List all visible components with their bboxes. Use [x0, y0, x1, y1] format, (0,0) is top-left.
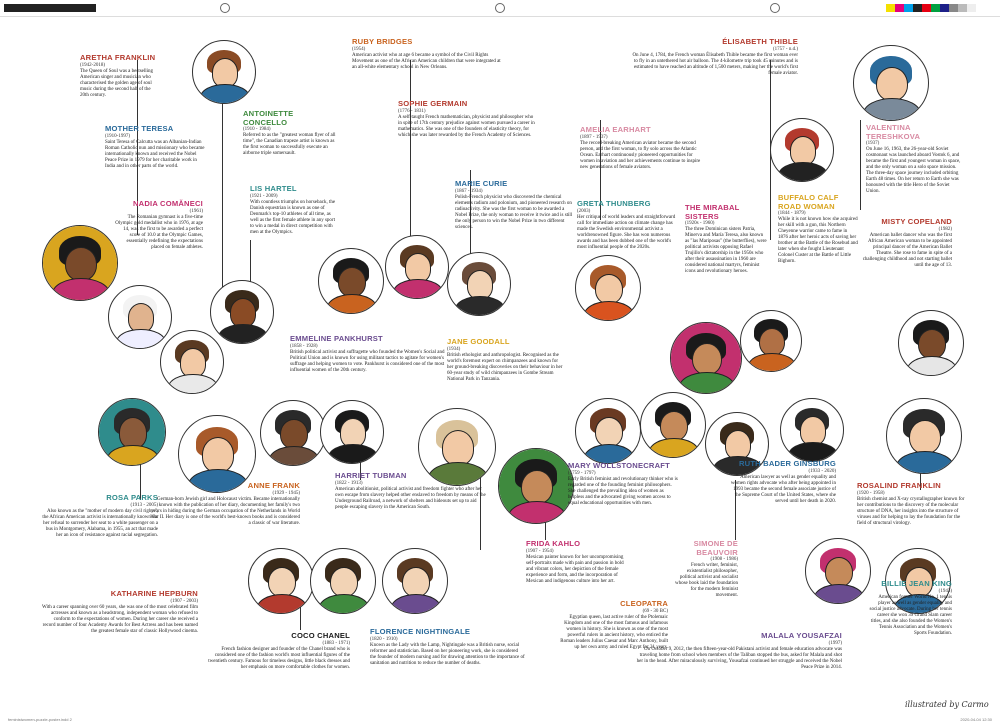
entry-greta-thunberg [577, 200, 682, 251]
name-label: HARRIET TUBMAN [335, 471, 407, 480]
bio-text: On June 16, 1963, the 26-year-old Soviet cosmonaut was launched aboard Vostok 6, and became the first and youngest woman in space, and the only woman on a solo space mission. The three-day space journey included orbiting Earth 48 times. On her return to Earth she was honoured with the title Hero of the Soviet Union. [866, 147, 961, 194]
dates-label: (1937) [866, 141, 880, 146]
dates-label: (1921 - 2009) [250, 193, 278, 199]
entry-buffalo-calf-road-woman [778, 194, 858, 265]
entry-malala-yousafzai [632, 632, 842, 671]
entry-rosa-parks [40, 494, 158, 539]
bio-text: The Queen of Soul was a bestselling American singer and musician who characterised the golden age of soul music during the second half of the 20th century. [80, 68, 154, 98]
timeline-line [860, 120, 861, 210]
name-label: COCO CHANEL [291, 631, 350, 640]
dates-label: (1920s - 1960) [685, 221, 715, 226]
bio-text: British ethologist and anthropologist. Recognised as the world's foremost expert on chimpanzees and known for her ground-breaking discoveries on their behaviour in her 60-year study of wild chimpanzees in Gombe Stream National Park in Tanzania. [447, 352, 563, 382]
name-label: FLORENCE NIGHTINGALE [370, 627, 471, 636]
entry-mother-teresa [105, 125, 205, 170]
name-label: MALALA YOUSAFZAI [761, 631, 842, 640]
name-label: VALENTINA TERESHKOVA [866, 123, 921, 141]
bio-text: With countless triumphs on horseback, the Danish equestrian is known as one of Denmark's top-10 athletes of all time, as well as the first female athlete in any sport to win a medal in direct competition with men at the Olympics. [250, 199, 336, 235]
entry-billie-jean-king [868, 580, 952, 637]
bio-text: American former World No. 1 tennis player as well as gender equality and social justice advocate. During her tennis career she won 39 Grand Slam career titles, and she also founded the Women's Tennis Association and the Women's Sports Foundation. [869, 594, 952, 636]
bio-text: On October 9, 2012, the then fifteen-year-old Pakistani activist and female education advocate was traveling home from school when members of the Taliban stopped the bus, asked for Malala and shot her in the head. After miraculously surviving, Yousafzai continued her struggle and received the Nobel Peace Prize in 2014. [636, 646, 842, 670]
dates-label: (1929 - 1945) [272, 490, 300, 496]
dates-label: (1910 - 1984) [243, 127, 271, 132]
registration-mark-icon [770, 3, 780, 13]
portrait-lis-hartel [210, 280, 274, 344]
bio-text: Polish-French physicist who discovered the chemical elements radium and polonium, and pioneered research on radioactivity. She was the first woman to be awarded a Nobel Prize, the only woman to receive it twice and is still the only person to win the Nobel Prize in two different sciences. [455, 194, 573, 230]
dates-label: (1897 - 1937) [580, 134, 608, 140]
name-label: SIMONE DE BEAUVOIR [693, 539, 738, 557]
portrait-anne-frank [248, 548, 314, 614]
dates-label: (1907 - 1954) [526, 548, 554, 554]
portrait-florence-nightingale [310, 548, 376, 614]
portrait-marie-curie [447, 252, 511, 316]
portrait-antoinette-concello [192, 40, 256, 104]
dates-label: (1883 - 1971) [322, 640, 350, 646]
entry-frida-kahlo [526, 540, 626, 585]
name-label: LIS HARTEL [250, 184, 297, 193]
name-label: MARIE CURIE [455, 179, 508, 188]
name-label: RUBY BRIDGES [352, 37, 413, 46]
dates-label: (1858 - 1928) [290, 343, 318, 349]
dates-label: (1776 - 1831) [398, 108, 426, 114]
name-label: CLEOPATRA [620, 599, 668, 608]
dates-label: (1908 - 1986) [710, 557, 738, 562]
portrait-harriet-tubman [260, 400, 326, 466]
dates-label: (1759 - 1797) [568, 470, 596, 476]
portrait-aretha-franklin [42, 225, 118, 301]
name-label: ROSALIND FRANKLIN [857, 481, 941, 490]
dates-label: (1820 - 1910) [370, 636, 398, 642]
portrait-mary-wollstonecraft [575, 398, 641, 464]
bio-text: Known as the Lady with the Lamp, Nightingale was a British nurse, social reformer and statistician. Based on her pioneering work, she is considered the founder of modern nursing and for drawing attention to the importance of sanitation and nutrition to reduce the number of deaths. [370, 642, 525, 666]
name-label: ROSA PARKS [106, 493, 158, 502]
name-label: RUTH BADER GINSBURG [738, 459, 836, 468]
portrait-ruth-bader-ginsburg [780, 398, 844, 462]
dates-label: (1867 - 1934) [455, 188, 483, 194]
name-label: NADIA COMĂNECI [132, 199, 203, 208]
entry-harriet-tubman [335, 472, 490, 511]
name-label: JANE GOODALL [447, 337, 510, 346]
name-label: BILLIE JEAN KING [881, 579, 952, 588]
portrait-mirabal-sisters [670, 322, 742, 394]
dates-label: (1913 - 2005) [130, 502, 158, 508]
portrait-sophie-germain [385, 235, 449, 299]
bio-text: Also known as the "mother of modern day civil rights", the African American activist is internationally known for her refusal to surrender her seat to a white passenger on a bus in Montgomery, Alabama, in 1955, an act that made her an icon of resistance against racial segregation. [42, 508, 158, 538]
entry-katharine-hepburn [40, 590, 198, 635]
entry-emmeline-pankhurst [290, 335, 445, 374]
dates-label: (1934) [447, 346, 461, 352]
registration-mark-icon [220, 3, 230, 13]
name-label: THE MIRABAL SISTERS [685, 203, 740, 221]
bio-text: American abolitionist, political activist and freedom fighter who after her own escape from slavery helped other enslaved to freedom by means of the Underground Railroad, a network of shelters and hideouts set up to aid people escaping slavery in the American South. [335, 486, 486, 510]
dates-label: (1844 - 1879) [778, 211, 806, 216]
name-label: FRIDA KAHLO [526, 539, 581, 548]
bio-text: British chemist and X-ray crystallographer known for her contributions to the discovery of the molecular structure of DNA, her insights into the structure of viruses and for helping to lay the foundation for the field of structural virology. [857, 496, 965, 526]
color-swatches [886, 4, 976, 12]
bio-text: Her critique of world leaders and straightforward call for immediate action on climate change has made the Swedish environmental activist a worldrenowned figure. She has won numerous awards and has been dubbed one of the world's most influential people of the 2020s. [577, 214, 676, 250]
dates-label: (1920 - 1958) [857, 490, 885, 496]
dates-label: (1943) [938, 588, 952, 594]
bio-text: Mexican painter known for her uncompromising self-portraits made with pain and passion in bold and vibrant colors, her depiction of the female experience and form, and the incorporation of Mexican and indigenous culture into her art. [526, 554, 624, 584]
name-label: ARETHA FRANKLIN [80, 53, 156, 62]
illustrator-signature: illustrated by Carmo [905, 700, 989, 709]
dates-label: (1757 - n.d.) [773, 46, 798, 52]
bio-text: The Romanian gymnast is a five-time Olympic gold medallist who in 1976, at age 14, was the first to be awarded a perfect score of 10.0 at the Olympic Games, essentially redefining the expectations placed on female athletes. [115, 214, 203, 250]
footer-file-label: feministwomen-puzzle-poster.indd 2 [8, 717, 72, 722]
portrait-coco-chanel [320, 400, 384, 464]
bio-text: Saint Teresa of Calcutta was an Albanian-Indian Roman Catholic nun and missionary who became internationally known and received the Nobel Peace Prize in 1979 for her charitable work in India and in other parts of the world. [105, 139, 205, 169]
entry-nadia-comaneci [115, 200, 203, 251]
entry-misty-copeland [862, 218, 952, 269]
entry-jane-goodall [447, 338, 565, 383]
entry-antoinette-concello [243, 110, 339, 157]
entry-marie-curie [455, 180, 575, 231]
dates-label: (69 - 30 BC) [642, 608, 668, 614]
bio-text: British political activist and suffragette who founded the Women's Social and Political Union and is known for using militant tactics to agitate for women's suffrage and helping women to vote. Pankhurst is considered one of the most influential women of the 20th century. [290, 349, 445, 373]
dates-label: (1907 - 2003) [170, 598, 198, 604]
portrait-misty-copeland [898, 310, 964, 376]
bio-text: French fashion designer and founder of the Chanel brand who is considered one of the fashion world's most influential figures of the twentieth century. Famous for timeless designs, little black dresses and her emphasis on more comfortable clothes for women. [208, 646, 350, 670]
bio-text: French writer, feminist, existentialist philosopher, political activist and socialist whose book laid the foundation for the modern feminist movement. [674, 563, 738, 598]
bio-text: The record-breaking American aviator became the second person, and the first woman, to fly solo across the Atlantic Ocean. Earhart continuously pioneered opportunities for women in aviation and her achievements continue to inspire new generations of female aviators. [580, 140, 701, 170]
portrait-nadia-comaneci [160, 330, 224, 394]
dates-label: (1961) [189, 208, 203, 214]
bio-text: Egyptian queen, last active ruler of the Ptolemaic Kingdom and one of the most famous and infamous women in history. She is known as one of the most powerful rulers in ancient history, who enticed the Roman leaders Julius Caesar and Marc Anthony, built up her own army and ruled Egypt for 21 years. [560, 614, 668, 650]
name-label: MISTY COPELAND [881, 217, 952, 226]
entry-florence-nightingale [370, 628, 525, 667]
dates-label: (1910-1997) [105, 133, 130, 139]
bio-text: With a career spanning over 60 years, she was one of the most celebrated film actresses and known as a headstrong, independent woman who refused to conform to the expectations of women. During her career she received a record number of four Academy Awards for Best Actress and has been named the greatest female star of classic Hollywood cinema. [42, 604, 198, 634]
entry-coco-chanel [208, 632, 350, 671]
portrait-cleopatra [640, 392, 706, 458]
bio-text: American ballet dancer who was the first African American woman to be appointed principal dancer of the American Ballet Theatre. She rose to fame in spite of a challenging childhood and not starting ballet until the age of 13. [862, 232, 952, 268]
bio-text: Early British feminist and revolutionary thinker who is regarded one of the founding feminist philosophers. She challenged the prevailing idea of women as helpless and the advocated giving women access to equal educational opportunities with men. [568, 476, 678, 506]
portrait-emmeline-pankhurst [382, 548, 448, 614]
entry-mirabal-sisters [685, 204, 767, 275]
portrait-ruby-bridges [318, 248, 384, 314]
print-footer [0, 713, 1000, 728]
print-crop-mark [4, 4, 96, 12]
print-header-bar [0, 0, 1000, 17]
dates-label: (1822 - 1913) [335, 480, 363, 486]
entry-lis-hartel [250, 185, 336, 236]
entry-valentina-tereshkova [866, 124, 964, 195]
entry-ruth-bader-ginsburg [728, 460, 836, 505]
name-label: EMMELINE PANKHURST [290, 334, 383, 343]
entry-simone-de-beauvoir [670, 540, 738, 599]
name-label: AMELIA EARHART [580, 125, 651, 134]
portrait-malala-yousafzai [805, 538, 871, 604]
dates-label: (1933 - 2020) [808, 468, 836, 474]
entry-rosalind-franklin [857, 482, 965, 527]
dates-label: (1942-2018) [80, 62, 105, 68]
footer-date-label: 2020-04-04 12:30 [960, 717, 992, 722]
portrait-mother-teresa [108, 285, 172, 349]
entry-ruby-bridges [352, 38, 502, 71]
portrait-frida-kahlo [498, 448, 574, 524]
bio-text: American activist who at age 6 became a symbol of the Civil Rights Movement as one of the African American children that were integrated at an all-white elementary school in New Orleans. [352, 52, 501, 70]
name-label: MOTHER TERESA [105, 124, 174, 133]
bio-text: German-born Jewish girl and Holocaust victim. Became internationally known with the publication of her diary, documenting her family's two years in hiding during the German occupation of the Netherlands in World War II. Her diary is one of the world's best-known books and is considered a classic of war literature. [150, 496, 300, 526]
entry-elisabeth-thible [628, 38, 798, 77]
name-label: SOPHIE GERMAIN [398, 99, 468, 108]
entry-aretha-franklin [80, 54, 156, 99]
portrait-rosalind-franklin [886, 398, 962, 474]
name-label: GRETA THUNBERG [577, 199, 651, 208]
bio-text: The three Dominican sisters Patria, Minerva and María Teresa, also known as "las Mariposas" (the butterflies), were political activists opposing Rafael Trujillo's dictatorship in the 1950s who after their assassination in 1960 are considered national martyrs, feminist icons and revolutionary heroes. [685, 227, 767, 274]
entry-amelia-earhart [580, 126, 708, 171]
bio-text: On June 4, 1784, the French woman Élisabeth Thible became the first woman ever to fly in an untethered hot air balloon. The 4-kilometre trip took 45 minutes and is estimated to have reached an altitude of 1,500 meters, making her the world's first female aviator. [632, 52, 798, 76]
entry-mary-wollstonecraft [568, 462, 678, 507]
bio-text: Referred to as the "greatest woman flyer of all time", the Canadian trapeze artist is known as the first woman to successfully execute an airborne triple somersault. [243, 133, 336, 156]
name-label: ÉLISABETH THIBLE [722, 37, 798, 46]
portrait-greta-thunberg [575, 255, 641, 321]
name-label: MARY WOLLSTONECRAFT [568, 461, 670, 470]
name-label: BUFFALO CALF ROAD WOMAN [778, 193, 839, 211]
dates-label: (1997) [828, 640, 842, 646]
portrait-elisabeth-thible [770, 118, 834, 182]
registration-mark-icon [495, 3, 505, 13]
bio-text: A self-taught French mathematician, physicist and philosopher who in spite of 17th century prejudice against women pursued a career in mathematics. She was one of the founders of elasticity theory, for which she was later rewarded by the French Academy of Sciences. [398, 114, 535, 138]
dates-label: (1982) [938, 226, 952, 232]
name-label: ANTOINETTE CONCELLO [243, 109, 294, 127]
portrait-buffalo-calf-road-woman [740, 310, 802, 372]
portrait-rosa-parks [98, 398, 166, 466]
name-label: KATHARINE HEPBURN [110, 589, 198, 598]
name-label: ANNE FRANK [247, 481, 300, 490]
dates-label: (2003) [577, 208, 591, 214]
entry-sophie-germain [398, 100, 538, 139]
bio-text: While it is not known how she acquired her skill with a gun, this Northern Cheyenne warrior came to fame in 1876 after her heroic acts of saving her brother at the Battle of the Rosebud and later when she fought Lieutenant Colonel Custer at the Battle of Little Bighorn. [778, 217, 858, 264]
dates-label: (1954) [352, 46, 366, 52]
portrait-valentina-tereshkova [853, 45, 929, 121]
bio-text: American lawyer as well as gender equality and women rights advocate who after being appointed in 1993 became the second female associate justice of the Supreme Court of the United States, where she served until her death in 2020. [730, 474, 836, 504]
entry-anne-frank [150, 482, 300, 527]
